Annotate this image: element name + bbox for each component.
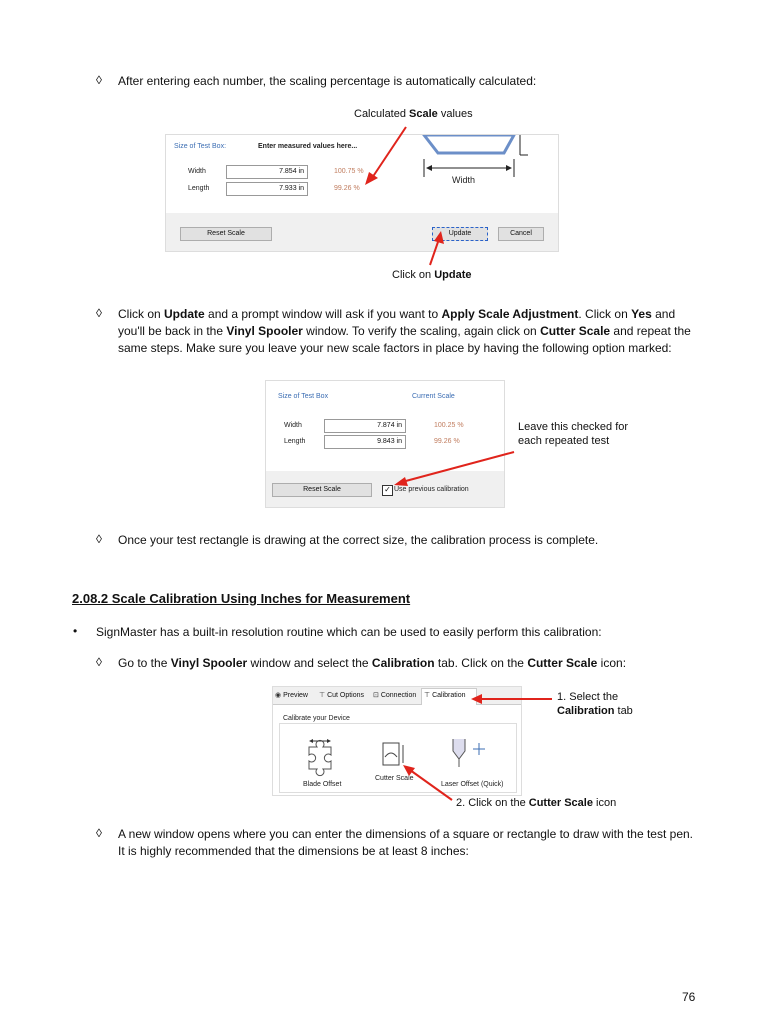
text: Click on	[118, 307, 165, 321]
bold: Calibration	[371, 656, 435, 670]
width-label: Width	[284, 422, 302, 429]
text: 2. Click on the	[456, 797, 529, 809]
tab-label: Preview	[283, 692, 308, 699]
tab-preview[interactable]: ◉ Preview	[275, 692, 308, 699]
cancel-button[interactable]: Cancel	[498, 227, 544, 241]
text: . Click on	[578, 307, 632, 321]
paragraph-auto-calculated: After entering each number, the scaling percentage is automatically calculated:	[118, 74, 537, 88]
reset-scale-button[interactable]: Reset Scale	[272, 483, 372, 497]
bold: Cutter Scale	[527, 656, 598, 670]
blade-offset-label: Blade Offset	[303, 781, 342, 788]
bold: Cutter Scale	[540, 324, 611, 338]
text: and a prompt window will ask if you want to	[204, 307, 442, 321]
dot-bullet: •	[73, 624, 78, 638]
diamond-bullet: ◊	[96, 73, 102, 87]
current-scale-label: Current Scale	[412, 393, 455, 400]
width-label: Width	[188, 168, 206, 175]
cutter-scale-label: Cutter Scale	[375, 775, 414, 782]
width-percent: 100.25 %	[434, 422, 464, 429]
width-percent: 100.75 %	[334, 168, 364, 175]
diamond-bullet: ◊	[96, 655, 102, 669]
bold: Calibration	[557, 705, 615, 717]
note-click-cutter-scale	[456, 796, 616, 810]
width-diagram-label: Width	[452, 175, 476, 185]
text: window. To verify the scaling, again click on	[302, 324, 541, 338]
caption-text: Click on	[392, 269, 435, 281]
text: icon:	[597, 656, 627, 670]
calibrate-device-label: Calibrate your Device	[283, 715, 350, 722]
length-label: Length	[188, 185, 210, 192]
width-input[interactable]: 7.874 in	[324, 419, 406, 433]
paragraph-complete: Once your test rectangle is drawing at the correct size, the calibration process is complete.	[118, 533, 599, 547]
length-percent: 99.26 %	[334, 185, 360, 192]
diamond-bullet: ◊	[96, 306, 102, 320]
use-previous-calibration-label: Use previous calibration	[394, 486, 469, 493]
note-line: each repeated test	[518, 435, 610, 447]
note-line	[557, 704, 633, 718]
text: and repeat the same steps. Make sure you leave your new scale factors in place by having the following option marked:	[118, 324, 691, 355]
section-heading: 2.08.2 Scale Calibration Using Inches for Measurement	[72, 591, 411, 606]
bold: Apply Scale Adjustment	[441, 307, 579, 321]
tab-connection[interactable]: ⊡ Connection	[373, 692, 417, 699]
text: window and select the	[247, 656, 372, 670]
tab-label: Cut Options	[327, 692, 365, 699]
bold: Cutter Scale	[528, 797, 593, 809]
caption-bold: Update	[434, 269, 472, 281]
diamond-bullet: ◊	[96, 532, 102, 546]
note-line: 1. Select the	[557, 691, 619, 703]
length-input[interactable]: 7.933 in	[226, 182, 308, 196]
diamond-bullet: ◊	[96, 826, 102, 840]
bold: Vinyl Spooler	[226, 324, 303, 338]
use-previous-calibration-checkbox[interactable]: ✓	[382, 485, 393, 496]
enter-values-label: Enter measured values here...	[258, 143, 358, 150]
caption-bold: Scale	[409, 108, 438, 120]
bold: Yes	[631, 307, 652, 321]
laser-offset-label: Laser Offset (Quick)	[441, 781, 504, 788]
size-of-test-box-label: Size of Test Box	[278, 393, 329, 400]
update-button[interactable]: Update	[432, 227, 488, 241]
length-input[interactable]: 9.843 in	[324, 435, 406, 449]
text: Go to the	[118, 656, 171, 670]
text: icon	[592, 797, 617, 809]
text: tab	[614, 705, 633, 717]
bold: Vinyl Spooler	[170, 656, 248, 670]
tab-cut-options[interactable]: ⊤ Cut Options	[319, 692, 365, 699]
caption-text: values	[437, 108, 473, 120]
tab-calibration[interactable]: ⊤ Calibration	[421, 688, 477, 705]
paragraph-new-window: A new window opens where you can enter the dimensions of a square or rectangle to draw with the test pen. It is highly recommended that the dimensions be at least 8 inches:	[118, 827, 694, 858]
tab-label: Calibration	[432, 692, 466, 699]
paragraph-builtin-routine: SignMaster has a built-in resolution routine which can be used to easily perform this calibration:	[96, 625, 602, 639]
width-input[interactable]: 7.854 in	[226, 165, 308, 179]
text: tab. Click on the	[434, 656, 528, 670]
reset-scale-button[interactable]: Reset Scale	[180, 227, 272, 241]
text: and you'll be back in the	[118, 307, 676, 338]
caption-text: Calculated	[354, 108, 410, 120]
note-line: Leave this checked for	[518, 421, 629, 433]
length-label: Length	[284, 438, 306, 445]
tab-label: Connection	[380, 692, 417, 699]
page-number: 76	[682, 990, 696, 1004]
length-percent: 99.26 %	[434, 438, 460, 445]
bold: Update	[164, 307, 205, 321]
size-of-test-box-label: Size of Test Box:	[174, 143, 227, 150]
note-select-calibration	[557, 690, 633, 718]
